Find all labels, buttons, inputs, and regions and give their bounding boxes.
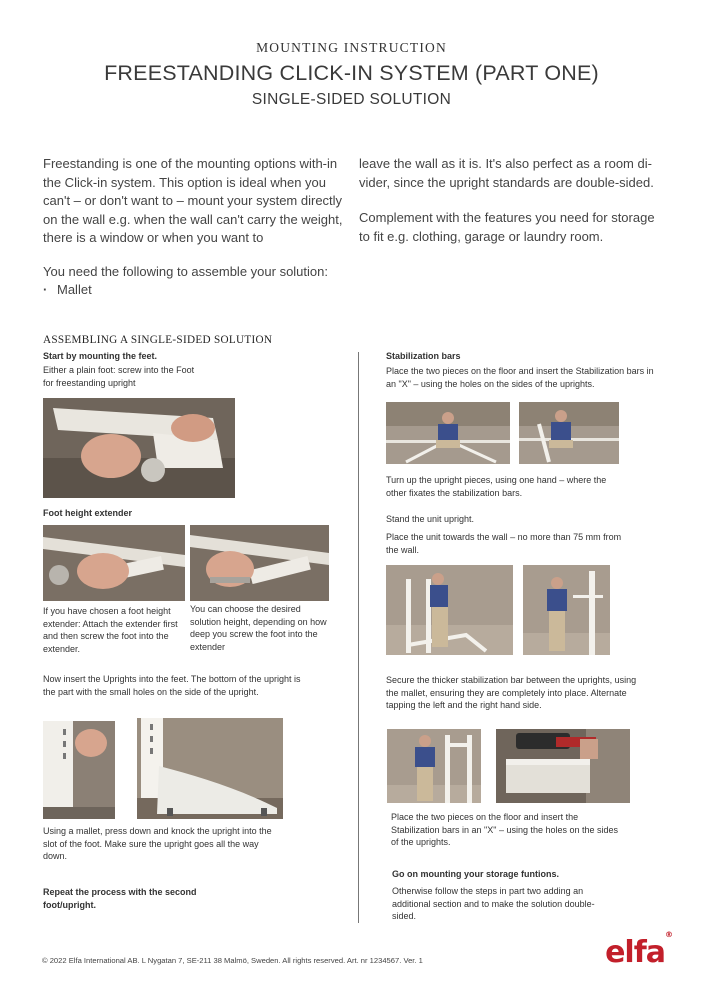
step-stand-title: Stand the unit upright.	[386, 514, 475, 524]
step-stand-text: Place the unit towards the wall – no more than 75 mm from the wall.	[386, 532, 622, 555]
column-divider	[358, 352, 359, 923]
photo-extender-attach	[43, 525, 185, 601]
photo-stand-wall	[523, 565, 610, 655]
step-continue-title: Go on mounting your storage funtions.	[392, 869, 559, 879]
step-extender-title: Foot height extender	[43, 508, 133, 518]
registered-mark: ®	[665, 930, 673, 939]
requirement-item: · Mallet	[43, 281, 92, 300]
step-repeat-text: Repeat the process with the second foot/upright.	[43, 887, 197, 910]
step-stabilization-text: Place the two pieces on the floor and insert the Stabilization bars in an "X" – using the holes on the sides of the uprights.	[386, 366, 654, 389]
document-title: FREESTANDING CLICK-IN SYSTEM (PART ONE)	[104, 61, 599, 85]
step-feet-title: Start by mounting the feet.	[43, 351, 158, 361]
photo-upright-insert	[43, 721, 115, 819]
intro-right-paragraph-2: Complement with the features you need for storage to fit e.g. clothing, garage or laundry room.	[359, 210, 655, 244]
step-turn-up-text: Turn up the upright pieces, using one hand – where the other fixates the stabilization bars.	[386, 475, 607, 498]
section-heading: ASSEMBLING A SINGLE-SIDED SOLUTION	[43, 334, 273, 346]
photo-upright-foot	[137, 718, 283, 819]
photo-secure-bar	[387, 729, 481, 803]
step-stabilization-title: Stabilization bars	[386, 351, 461, 361]
requirements-heading: You need the following to assemble your solution:	[43, 264, 328, 279]
document-subtitle: SINGLE-SIDED SOLUTION	[251, 91, 452, 108]
photo-stabilization-x	[519, 402, 619, 464]
intro-left-paragraph: Freestanding is one of the mounting options with-in the Click-in system. This option is ideal when you can't – or don't want to – mount your system directly on the wall e.g. when the wall can't carry the weight, there is a window or when you want to	[43, 156, 343, 246]
photo-mallet-tap	[496, 729, 630, 803]
requirements-list	[43, 281, 92, 300]
intro-right-paragraph-1: leave the wall as it is. It's also perfect as a room di-vider, since the upright standards are double-sided.	[359, 156, 654, 190]
caption-secure: Place the two pieces on the floor and insert the Stabilization bars in an "X" – using the holes on the sides of the uprights.	[391, 812, 619, 848]
caption-extender-attach: If you have chosen a foot height extender: Attach the extender first and then screw the foot into the extender.	[43, 606, 178, 654]
caption-extender-height: You can choose the desired solution height, depending on how deep you screw the foot into the extender	[190, 604, 327, 652]
elfa-logo	[605, 930, 673, 970]
photo-extender-height	[190, 525, 329, 601]
logo-text: elfa	[605, 935, 665, 970]
step-secure-text: Secure the thicker stabilization bar between the uprights, using the mallet, ensuring they are completely into place. Alternate tapping the left and the right hand side.	[386, 675, 637, 711]
document-kicker: MOUNTING INSTRUCTION	[256, 40, 447, 55]
step-feet-text: Either a plain foot: screw into the Foot for freestanding upright	[43, 365, 195, 388]
caption-mallet: Using a mallet, press down and knock the upright into the slot of the foot. Make sure the upright goes all the way down.	[43, 826, 272, 862]
step-continue-text: Otherwise follow the steps in part two adding an additional section and to make the solution double-sided.	[392, 886, 595, 922]
photo-stabilization-insert	[386, 402, 510, 464]
step-uprights-text: Now insert the Uprights into the feet. The bottom of the upright is the part with the small holes on the side of the upright.	[43, 674, 301, 697]
footer-copyright: © 2022 Elfa International AB. L Nygatan 7, SE-211 38 Malmö, Sweden. All rights reserved. Art. nr 1234567. Ver. 1	[42, 956, 423, 965]
photo-plain-foot	[43, 398, 235, 498]
photo-stand-unit	[386, 565, 513, 655]
